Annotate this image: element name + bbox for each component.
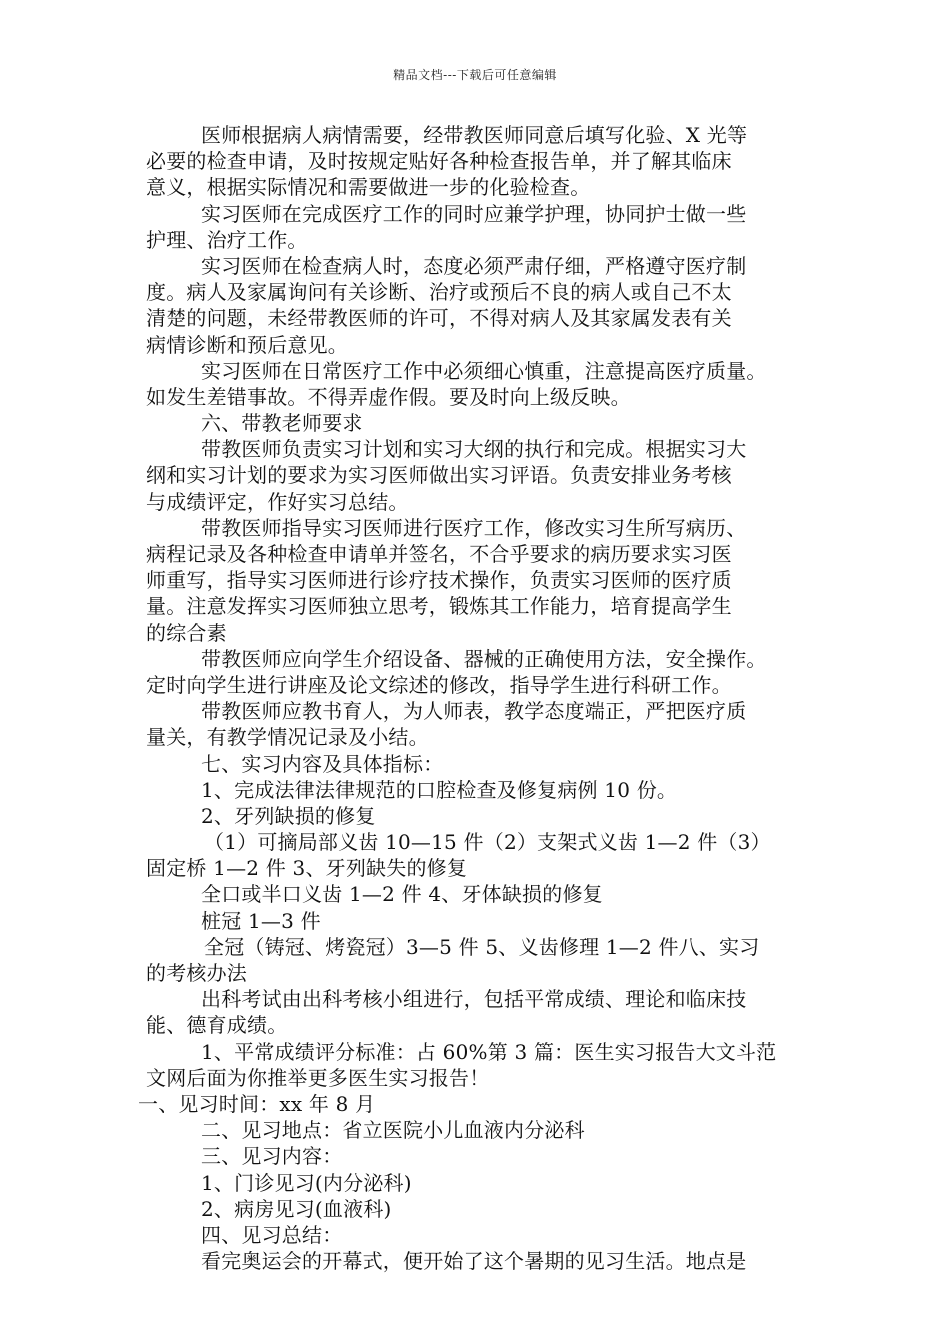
text-line: 三、见习内容：	[201, 1144, 343, 1169]
text-line: 1、平常成绩评分标准：占 60%第 3 篇：医生实习报告大文斗范	[201, 1039, 777, 1064]
text-line: 必要的检查申请，及时按规定贴好各种检查报告单，并了解其临床	[146, 149, 732, 174]
text-line: 全口或半口义齿 1—2 件 4、牙体缺损的修复	[201, 882, 603, 907]
text-line: 二、见习地点：省立医院小儿血液内分泌科	[201, 1118, 585, 1143]
text-line: 出科考试由出科考核小组进行，包括平常成绩、理论和临床技	[201, 987, 747, 1012]
text-line: 实习医师在检查病人时，态度必须严肃仔细，严格遵守医疗制	[201, 253, 747, 278]
text-line: 带教医师应教书育人，为人师表，教学态度端正，严把医疗质	[201, 699, 747, 724]
text-line: 护理、治疗工作。	[146, 227, 308, 252]
text-line: 2、病房见习(血液科)	[201, 1196, 392, 1221]
text-line: 的考核办法	[146, 961, 247, 985]
text-line: 病程记录及各种检查申请单并签名，不合乎要求的病历要求实习医	[146, 542, 732, 566]
text-line: 看完奥运会的开幕式，便开始了这个暑期的见习生活。地点是	[201, 1249, 747, 1274]
text-line: 1、门诊见习(内分泌科)	[201, 1170, 412, 1195]
text-line: 六、带教老师要求	[201, 411, 363, 436]
text-line: 四、见习总结：	[201, 1222, 343, 1247]
text-line: 定时向学生进行讲座及论文综述的修改，指导学生进行科研工作。	[146, 672, 732, 697]
text-line: 如发生差错事故。不得弄虚作假。要及时向上级反映。	[146, 384, 631, 409]
document-body	[138, 122, 831, 1274]
text-line: 桩冠 1—3 件	[201, 908, 321, 933]
text-line: 病情诊断和预后意见。	[146, 332, 348, 357]
text-line: 带教医师负责实习计划和实习大纲的执行和完成。根据实习大	[201, 437, 747, 462]
text-line: 医师根据病人病情需要，经带教医师同意后填写化验、X 光等	[201, 123, 748, 147]
text-line: 实习医师在日常医疗工作中必须细心慎重，注意提高医疗质量。	[201, 358, 767, 383]
text-line: 七、实习内容及具体指标：	[201, 751, 444, 776]
text-line: 1、完成法律法律规范的口腔检查及修复病例 10 份。	[201, 777, 678, 802]
text-line: 纲和实习计划的要求为实习医师做出实习评语。负责安排业务考核	[146, 463, 732, 488]
text-line: 量。注意发挥实习医师独立思考，锻炼其工作能力，培育提高学生	[146, 594, 732, 619]
text-line: 意义，根据实际情况和需要做进一步的化验检查。	[146, 175, 591, 200]
text-line: 师重写，指导实习医师进行诊疗技术操作，负责实习医师的医疗质	[146, 568, 732, 593]
text-line: 度。病人及家属询问有关诊断、治疗或预后不良的病人或自己不太	[146, 280, 732, 305]
text-line: 一、见习时间：xx 年 8 月	[138, 1091, 376, 1116]
text-line: 文网后面为你推举更多医生实习报告！	[146, 1065, 490, 1090]
text-line: 全冠（铸冠、烤瓷冠）3—5 件 5、义齿修理 1—2 件八、实习	[204, 934, 760, 959]
text-line: 能、德育成绩。	[146, 1013, 288, 1038]
text-line: 的综合素	[146, 620, 227, 645]
text-line: 清楚的问题，未经带教医师的许可，不得对病人及其家属发表有关	[146, 306, 732, 331]
text-line: 实习医师在完成医疗工作的同时应兼学护理，协同护士做一些	[201, 201, 747, 226]
text-line: 与成绩评定，作好实习总结。	[146, 489, 409, 514]
text-line: （1）可摘局部义齿 10—15 件（2）支架式义齿 1—2 件（3）	[204, 830, 771, 855]
text-line: 带教医师应向学生介绍设备、器械的正确使用方法，安全操作。	[201, 646, 767, 671]
page-header: 精品文档---下载后可任意编辑	[393, 68, 557, 82]
text-line: 固定桥 1—2 件 3、牙列缺失的修复	[146, 856, 468, 881]
text-line: 2、牙列缺损的修复	[201, 803, 376, 828]
text-line: 带教医师指导实习医师进行医疗工作，修改实习生所写病历、	[201, 515, 747, 540]
text-line: 量关，有教学情况记录及小结。	[146, 725, 429, 750]
